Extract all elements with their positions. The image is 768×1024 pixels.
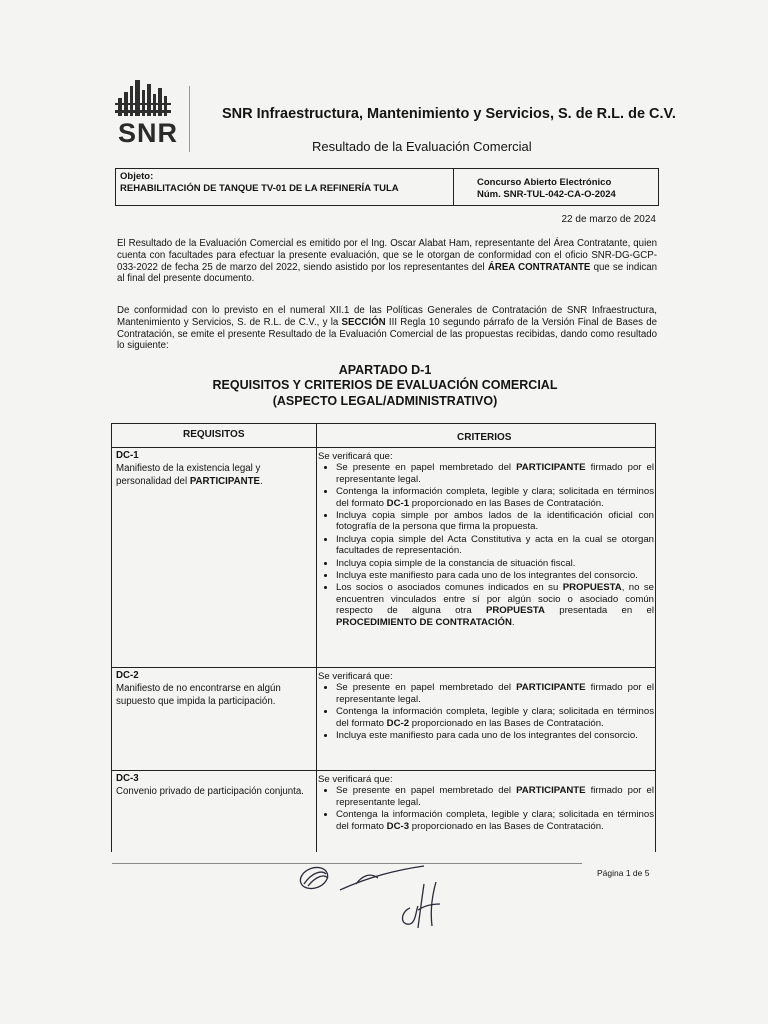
object-label: Objeto: [120,171,154,182]
page-number: Página 1 de 5 [597,868,650,878]
criteria-item: • Se presente en papel membretado del PARTICIPANTE firmado por el representante legal. [336,682,654,705]
table-row-requirement [116,449,311,488]
section-heading-2: REQUISITOS Y CRITERIOS DE EVALUACIÓN COMERCIAL [212,378,558,392]
criteria-item: • Se presente en papel membretado del PARTICIPANTE firmado por el representante legal. [336,785,654,808]
object-value: REHABILITACIÓN DE TANQUE TV-01 DE LA REFINERÍA TULA [120,183,399,194]
criteria-item: • Contenga la información completa, legible y clara; solicitada en términos del formato DC-3 proporcionado en las Bases de Contratación. [336,809,654,832]
table-border-right [655,423,656,852]
object-box [115,168,659,206]
contest-info [477,177,616,201]
contest-number: Núm. SNR-TUL-042-CA-O-2024 [477,189,616,200]
requirement-code: DC-3 [116,773,139,784]
criteria-item: • Incluya copia simple de la constancia de situación fiscal. [336,558,654,569]
criteria-item: • Los socios o asociados comunes indicados en su PROPUESTA, no se encuentren vinculados entre sí por algún socio o asociado común respecto de alguna otra PROPUESTA presentada en el PROCEDIMIENTO DE CONTRATACIÓN. [336,582,654,628]
paragraph-basis [117,305,657,352]
requirement-text: Convenio privado de participación conjunta. [116,786,304,797]
requirement-code: DC-2 [116,670,139,681]
paragraph-intro-tail: que se indican al final del presente documento. [117,261,658,285]
paragraph-basis-tail: III Regla 10 segundo párrafo de la Versión Final de Bases de Contratación, se emite el presente Resultado de la Evaluación Comercial de las propuestas recibidas, dando como resultado lo siguiente: [117,316,657,352]
table-row-divider [111,667,656,668]
logo-text: SNR [118,118,179,148]
requirement-text-tail: . [259,476,263,487]
criteria-intro: Se verificará que: [318,671,393,682]
logo-divider [189,86,190,152]
table-border-top [111,423,656,424]
paragraph-intro-text: El Resultado de la Evaluación Comercial es emitido por el Ing. Oscar Alabat Ham, representante del Área Contratante, quien cuenta con facultades para efectuar la presente evaluación, que se le otorgan de conformidad con el oficio SNR-DG-GCP-033-2022 de fecha 25 de marzo del 2022, siendo asistido por los representantes del [117,238,657,273]
criteria-item: • Incluya copia simple por ambos lados de la identificación oficial con fotografía de la persona que firma la propuesta. [336,510,654,533]
paragraph-basis-text: De conformidad con lo previsto en el numeral XII.1 de las Políticas Generales de Contratación de SNR Infraestructura, Mantenimiento y Servicios, S. de R.L. de C.V., y la [117,305,657,328]
criteria-item: • Se presente en papel membretado del PARTICIPANTE firmado por el representante legal. [336,462,654,485]
table-row-divider [111,770,656,771]
criteria-intro: Se verificará que: [318,451,393,462]
requirement-code: DC-1 [116,450,139,461]
criteria-table [111,423,656,852]
criteria-item: • Incluya este manifiesto para cada uno de los integrantes del consorcio. [336,730,654,741]
table-header-divider [111,447,656,448]
company-name: SNR Infraestructura, Mantenimiento y Servicios, S. de R.L. de C.V. [222,106,676,122]
criteria-item: • Contenga la información completa, legible y clara; solicitada en términos del formato DC-1 proporcionado en las Bases de Contratación. [336,486,654,509]
section-heading-1: APARTADO D-1 [338,363,432,377]
requirement-text: Manifiesto de no encontrarse en algún supuesto que impida la participación. [116,683,281,707]
signature-scribble-2 [396,878,456,932]
object-info [120,171,399,195]
table-border-left [111,423,112,852]
table-row-requirement [116,772,311,798]
column-header-requisitos: REQUISITOS [183,429,245,440]
section-heading-3: (ASPECTO LEGAL/ADMINISTRATIVO) [272,394,498,408]
table-row-criteria [318,774,654,833]
table-row-criteria [318,671,654,742]
criteria-intro: Se verificará que: [318,774,393,785]
contest-type: Concurso Abierto Electrónico [477,177,612,188]
requirement-text-bold: PARTICIPANTE [189,476,260,487]
column-header-criterios: CRITERIOS [457,432,512,443]
table-row-criteria [318,451,654,629]
criteria-item: • Contenga la información completa, legible y clara; solicitada en términos del formato DC-2 proporcionado en las Bases de Contratación. [336,706,654,729]
paragraph-intro [117,238,657,285]
criteria-item: • Incluya este manifiesto para cada uno de los integrantes del consorcio. [336,570,654,581]
criteria-item: • Incluya copia simple del Acta Constitutiva y acta en la cual se otorgan facultades de representación. [336,534,654,557]
requirement-text: Manifiesto de la existencia legal y personalidad del [116,463,261,487]
paragraph-basis-bold: SECCIÓN [341,316,386,328]
table-col-divider [316,423,317,852]
paragraph-intro-bold: ÁREA CONTRATANTE [487,261,591,273]
table-row-requirement [116,669,311,708]
document-title: Resultado de la Evaluación Comercial [312,139,532,154]
object-separator [453,169,454,205]
document-date: 22 de marzo de 2024 [561,214,656,225]
